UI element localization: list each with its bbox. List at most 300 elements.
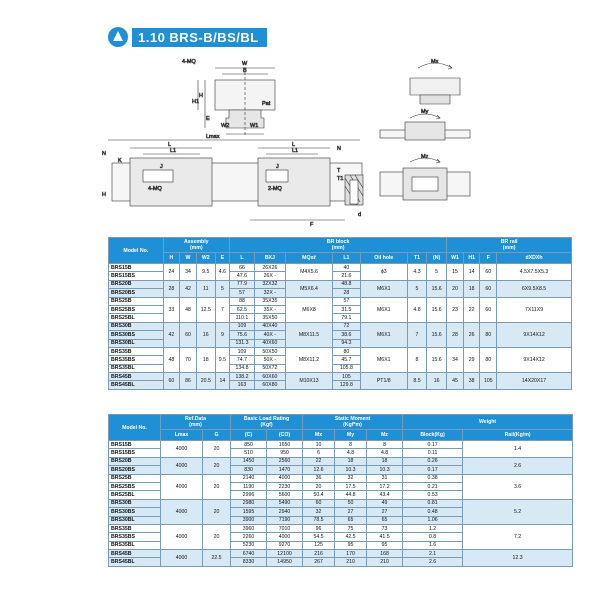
table-cell: 60 — [480, 264, 497, 281]
table-cell: 15.6 — [426, 322, 446, 347]
table-cell: 45 — [447, 373, 464, 390]
table-cell: M5X6.4 — [285, 280, 332, 297]
table-cell: 70 — [180, 347, 197, 372]
section-title: 1.10 BRS-B/BS/BL — [132, 28, 267, 47]
table-cell: 510 — [231, 449, 267, 457]
table-cell: 20 — [447, 280, 464, 297]
table-cell: 5230 — [231, 541, 267, 549]
table-cell: 1470 — [267, 466, 303, 474]
model-cell: BRS15BS — [109, 272, 164, 280]
table-cell: 7 — [408, 322, 427, 347]
table-cell: 0.17 — [403, 441, 463, 449]
table-cell: 216 — [303, 550, 335, 558]
table-cell: 24 — [163, 264, 180, 281]
label-f: F — [310, 222, 314, 228]
table-row — [109, 280, 572, 288]
table-cell: 16 — [196, 322, 215, 347]
label-t: T — [337, 168, 341, 174]
model-cell: BRS15B — [109, 264, 164, 272]
model-cell: BRS25B — [109, 474, 161, 482]
table-cell: 45.7 — [333, 356, 360, 364]
table-cell: 42.5 — [335, 533, 367, 541]
table-cell: 7X11X9 — [497, 297, 572, 322]
table-cell: 6X9.5X8.5 — [497, 280, 572, 297]
table-cell: 3900 — [231, 516, 267, 524]
table-cell: 0.38 — [403, 474, 463, 482]
table-cell: 60 — [163, 373, 180, 390]
table-cell: 33 — [163, 297, 180, 322]
table-cell: 18 — [463, 280, 480, 297]
table-cell: 11 — [196, 280, 215, 297]
model-cell: BRS45B — [109, 373, 164, 381]
table-cell: 5 — [408, 280, 427, 297]
table-cell: 10 — [303, 441, 335, 449]
table-cell: M6X1 — [360, 297, 407, 322]
table-cell: 95 — [335, 541, 367, 549]
table-cell: 4000 — [161, 457, 203, 474]
table-cell: 9X14X12 — [497, 322, 572, 347]
model-cell: BRS45BL — [109, 381, 164, 389]
table-cell: 210 — [367, 558, 403, 566]
table-cell: 1.4 — [463, 441, 573, 458]
table-cell: 40 — [333, 264, 360, 272]
table-cell: 267 — [303, 558, 335, 566]
table-cell: 5600 — [267, 491, 303, 499]
technical-drawings — [0, 0, 600, 235]
table-cell: 2230 — [267, 482, 303, 490]
table-cell: M6X1 — [360, 280, 407, 297]
table-cell: 2.1 — [403, 550, 463, 558]
label-mx: Mx — [431, 59, 439, 65]
table-cell: 0.81 — [403, 499, 463, 507]
table-cell: 4.8 — [335, 449, 367, 457]
label-right-j: J — [276, 164, 279, 170]
table-cell: 1450 — [231, 457, 267, 465]
table-cell: 4000 — [267, 474, 303, 482]
table-cell: 1.2 — [403, 524, 463, 532]
sub-header: W2 — [196, 253, 215, 264]
sub-header: G — [203, 430, 231, 441]
table-cell: 77.9 — [230, 280, 255, 288]
table-cell: 27 — [335, 508, 367, 516]
table-cell: 79.1 — [333, 314, 360, 322]
model-cell: BRS30BL — [109, 339, 164, 347]
model-cell: BRS30B — [109, 322, 164, 330]
table-cell: M8X11.2 — [285, 347, 332, 372]
table-cell: 110.1 — [230, 314, 255, 322]
table-row — [109, 430, 573, 441]
table-cell: 2940 — [267, 508, 303, 516]
table-cell: 9.5 — [215, 347, 229, 372]
table-cell: 8 — [335, 441, 367, 449]
table-cell: 4000 — [161, 524, 203, 549]
table-cell: 1595 — [231, 508, 267, 516]
table-row — [109, 499, 573, 507]
table-cell: 830 — [231, 466, 267, 474]
table-cell: 0.26 — [403, 457, 463, 465]
table-cell: 950 — [267, 449, 303, 457]
table-cell: 50.4 — [303, 491, 335, 499]
table-cell: 105 — [333, 373, 360, 381]
label-right-n: N — [337, 146, 341, 152]
table-cell: 4000 — [161, 441, 203, 458]
table-cell: 16 — [426, 373, 446, 390]
header-rail: BR rail (mm) — [447, 238, 572, 253]
table-cell: 163 — [230, 381, 255, 389]
table-cell: 50 — [335, 499, 367, 507]
model-cell: BRS35B — [109, 347, 164, 355]
table-cell: 88 — [230, 297, 255, 305]
table-cell: 75 — [335, 524, 367, 532]
sub-header: (N) — [426, 253, 446, 264]
table-cell: 65 — [335, 516, 367, 524]
table-cell: 20 — [303, 482, 335, 490]
table-cell: 1.06 — [403, 516, 463, 524]
label-l: L — [168, 142, 172, 148]
label-t1: T1 — [337, 176, 344, 182]
table-cell: 80 — [480, 347, 497, 372]
table-cell: 4.6 — [215, 264, 229, 281]
table-cell: 26X26 — [254, 264, 285, 272]
table-cell: M4X5.6 — [285, 264, 332, 281]
table-cell: 14 — [463, 264, 480, 281]
table-cell: 0.11 — [403, 449, 463, 457]
table-cell: 0.48 — [403, 508, 463, 516]
sub-header: My — [335, 430, 367, 441]
table-cell: 9270 — [267, 541, 303, 549]
table-cell: 66 — [230, 264, 255, 272]
label-lmax: Lmax — [206, 134, 220, 140]
table-cell: 4.3 — [408, 264, 427, 281]
table-cell: 2996 — [231, 491, 267, 499]
label-2mq: 2-MQ — [268, 186, 282, 192]
table-cell: 60 — [480, 280, 497, 297]
table-cell: 40X60 — [254, 339, 285, 347]
label-side-h: H — [102, 192, 106, 198]
table-cell: 57 — [333, 297, 360, 305]
front-view-drawing — [182, 59, 275, 135]
table-cell: 15.6 — [426, 347, 446, 372]
table-cell: 22 — [303, 457, 335, 465]
table-cell: 129.8 — [333, 381, 360, 389]
table-cell: 20 — [203, 457, 231, 474]
table-cell: 6 — [303, 449, 335, 457]
table-cell: M6X1 — [360, 322, 407, 347]
header-model: Model No. — [109, 415, 161, 441]
table-cell: 1650 — [267, 441, 303, 449]
sub-header: W — [180, 253, 197, 264]
table-cell: 6740 — [231, 550, 267, 558]
sub-header: F — [480, 253, 497, 264]
table-cell: 40X - — [254, 331, 285, 339]
sub-header: (C) — [231, 430, 267, 441]
sub-header: Rail(Kg/m) — [463, 430, 573, 441]
label-side-4mq: 4-MQ — [148, 186, 162, 192]
model-cell: BRS45BL — [109, 558, 161, 566]
table-cell: 1190 — [231, 482, 267, 490]
table-cell: 14950 — [267, 558, 303, 566]
table-cell: 35X - — [254, 305, 285, 313]
table-cell: 20 — [203, 474, 231, 499]
table-cell: 60X60 — [254, 373, 285, 381]
load-rating-table — [108, 414, 573, 567]
model-cell: BRS35BS — [109, 533, 161, 541]
mx-diagram — [410, 59, 460, 104]
table-cell: 850 — [231, 441, 267, 449]
table-cell: 38 — [463, 373, 480, 390]
table-cell: 1.6 — [403, 541, 463, 549]
model-cell: BRS20BS — [109, 466, 161, 474]
table-cell: 15.6 — [426, 297, 446, 322]
table-cell: 4000 — [267, 533, 303, 541]
table-cell: 12.6 — [303, 466, 335, 474]
table-cell: 35X35 — [254, 297, 285, 305]
table-cell: 26X - — [254, 272, 285, 280]
label-h1: H1 — [192, 99, 200, 105]
table-cell: 14 — [215, 373, 229, 390]
sub-header: W1 — [447, 253, 464, 264]
model-cell: BRS35BS — [109, 356, 164, 364]
table-cell: 2980 — [231, 499, 267, 507]
table-cell: 2.6 — [403, 558, 463, 566]
sub-header: (CO) — [267, 430, 303, 441]
table-cell: 3960 — [231, 524, 267, 532]
rail-section-drawing — [345, 175, 363, 205]
table-cell: 4000 — [161, 550, 203, 567]
table-cell: 54.5 — [303, 533, 335, 541]
table-cell: 0.53 — [403, 491, 463, 499]
table-cell: 210 — [335, 558, 367, 566]
table-cell: 15.6 — [426, 280, 446, 297]
table-row — [109, 457, 573, 465]
table-cell: 32 — [335, 474, 367, 482]
table-cell: 29 — [463, 347, 480, 372]
table-cell: 125 — [303, 541, 335, 549]
label-h: H — [199, 93, 203, 99]
sub-header: E — [215, 253, 229, 264]
label-right-l1: L1 — [292, 148, 299, 154]
table-cell: 18 — [367, 457, 403, 465]
label-l1: L1 — [170, 148, 177, 154]
table-cell: 40X40 — [254, 322, 285, 330]
table-cell: 12.5 — [196, 297, 215, 322]
side-view-drawing — [102, 134, 362, 228]
table-cell: 7010 — [267, 524, 303, 532]
table-row — [109, 347, 572, 355]
sub-header: MQxℓ — [285, 253, 332, 264]
table-cell: 32X32 — [254, 280, 285, 288]
table-cell: 5.2 — [463, 499, 573, 524]
header-static-moment: Static Moment (Kgf*m) — [303, 415, 403, 430]
table-row — [109, 474, 573, 482]
table-cell: 12.3 — [463, 550, 573, 567]
table-cell: 4.8 — [408, 297, 427, 322]
sub-header: Mz — [367, 430, 403, 441]
header-ref-data: Ref.Data (mm) — [161, 415, 231, 430]
table-cell: 35X50 — [254, 314, 285, 322]
table-cell: 42 — [163, 322, 180, 347]
table-cell: 105 — [480, 373, 497, 390]
table-cell: 48.8 — [333, 280, 360, 288]
table-cell: 50X50 — [254, 347, 285, 355]
table-cell: 74.7 — [230, 356, 255, 364]
model-cell: BRS45B — [109, 550, 161, 558]
table-cell: 34 — [447, 347, 464, 372]
label-n: N — [102, 151, 106, 157]
table-cell: 4.8 — [367, 449, 403, 457]
table-cell: 4000 — [161, 474, 203, 499]
table-cell: 32 — [303, 508, 335, 516]
table-cell: 15 — [447, 264, 464, 281]
sub-header: dXDXh — [497, 253, 572, 264]
dimensions-table — [108, 237, 572, 390]
table-cell: 8 — [408, 347, 427, 372]
table-cell: 78.5 — [303, 516, 335, 524]
header-load-rating: Basic Load Rating (Kgf) — [231, 415, 303, 430]
table-cell: 5490 — [267, 499, 303, 507]
sub-header: Lmax — [161, 430, 203, 441]
table-cell: 8 — [367, 441, 403, 449]
label-w2: W2 — [221, 123, 230, 129]
table-cell: 134.8 — [230, 364, 255, 372]
label-w1: W1 — [250, 123, 259, 129]
sub-header: H — [163, 253, 180, 264]
model-cell: BRS30BS — [109, 331, 164, 339]
table-cell: 17.2 — [367, 482, 403, 490]
table-cell: 22 — [463, 297, 480, 322]
table-cell: M6X1 — [360, 347, 407, 372]
table-cell: 60 — [480, 297, 497, 322]
table-cell: 26 — [463, 322, 480, 347]
table-row — [109, 415, 573, 430]
table-cell: 36 — [303, 474, 335, 482]
model-cell: BRS15B — [109, 441, 161, 449]
table-cell: PT1/8 — [360, 373, 407, 390]
table-cell: 170 — [335, 550, 367, 558]
header-model: Model No. — [109, 238, 164, 264]
table-cell: 75.6 — [230, 331, 255, 339]
table-cell: 4000 — [161, 499, 203, 524]
table-row — [109, 524, 573, 532]
label-k: K — [118, 158, 122, 164]
table-cell: 109 — [230, 322, 255, 330]
table-row — [109, 238, 572, 253]
table-cell: 94.3 — [333, 339, 360, 347]
model-cell: BRS25BL — [109, 314, 164, 322]
table-cell: 57 — [230, 289, 255, 297]
table-cell: 62.5 — [230, 305, 255, 313]
model-cell: BRS25BS — [109, 305, 164, 313]
table-cell: 18 — [196, 347, 215, 372]
my-diagram — [380, 109, 470, 140]
table-cell: 20 — [203, 441, 231, 458]
table-row — [109, 322, 572, 330]
model-cell: BRS20BS — [109, 289, 164, 297]
model-cell: BRS35BL — [109, 541, 161, 549]
table-cell: 2260 — [231, 533, 267, 541]
table-cell: 27 — [367, 508, 403, 516]
table-row — [109, 253, 572, 264]
model-cell: BRS30B — [109, 499, 161, 507]
moment-diagrams — [380, 59, 470, 200]
table-cell: 60X80 — [254, 381, 285, 389]
model-cell: BRS25BS — [109, 482, 161, 490]
table-cell: 3.6 — [463, 474, 573, 499]
table-cell: 28 — [333, 289, 360, 297]
table-cell: 80 — [333, 347, 360, 355]
table-cell: 8330 — [231, 558, 267, 566]
header-assembly: Assembly (mm) — [163, 238, 229, 253]
table-cell: 49 — [367, 499, 403, 507]
table-cell: 65 — [367, 516, 403, 524]
table-cell: 2.6 — [463, 457, 573, 474]
table-cell: M8X11.5 — [285, 322, 332, 347]
table-cell: 10.3 — [367, 466, 403, 474]
table-cell: 41.5 — [367, 533, 403, 541]
model-cell: BRS35BL — [109, 364, 164, 372]
table-cell: 42 — [180, 280, 197, 297]
table-cell: M6X8 — [285, 297, 332, 322]
table-cell: 95 — [367, 541, 403, 549]
model-cell: BRS30BL — [109, 516, 161, 524]
sub-header: Mx — [303, 430, 335, 441]
table-cell: 4.5X7.5X5.3 — [497, 264, 572, 281]
sub-header: H1 — [463, 253, 480, 264]
table-cell: 22.5 — [203, 550, 231, 567]
sub-header: L1 — [333, 253, 360, 264]
table-cell: 96 — [303, 524, 335, 532]
table-cell: 21.6 — [333, 272, 360, 280]
table-cell: 18 — [335, 457, 367, 465]
table-cell: 50X - — [254, 356, 285, 364]
table-cell: 9X14X12 — [497, 347, 572, 372]
sub-header: Block(Kg) — [403, 430, 463, 441]
table-cell: 86 — [180, 373, 197, 390]
table-cell: 0.21 — [403, 482, 463, 490]
table-cell: 72 — [333, 322, 360, 330]
header-block: BR block (mm) — [230, 238, 447, 253]
table-cell: 109 — [230, 347, 255, 355]
table-cell: 131.3 — [230, 339, 255, 347]
table-cell: 80 — [480, 322, 497, 347]
table-cell: 8.5 — [408, 373, 427, 390]
table-cell: 9.5 — [196, 264, 215, 281]
table-cell: 7.2 — [463, 524, 573, 549]
table-cell: 14X20X17 — [497, 373, 572, 390]
label-b: B — [243, 68, 247, 74]
table-cell: 48 — [163, 347, 180, 372]
table-row — [109, 264, 572, 272]
table-cell: 32X - — [254, 289, 285, 297]
header-weight: Weight — [403, 415, 573, 430]
label-my: My — [421, 109, 429, 115]
table-cell: 168 — [367, 550, 403, 558]
label-mz: Mz — [421, 154, 429, 160]
sub-header: L — [230, 253, 255, 264]
table-cell: 34 — [180, 264, 197, 281]
table-cell: 20 — [203, 524, 231, 549]
table-row — [109, 550, 573, 558]
table-cell: 44.8 — [335, 491, 367, 499]
label-j: J — [160, 164, 163, 170]
table-cell: 50X72 — [254, 364, 285, 372]
table-cell: 28 — [163, 280, 180, 297]
table-cell: 2560 — [267, 457, 303, 465]
table-cell: 5 — [426, 264, 446, 281]
table-cell: 2140 — [231, 474, 267, 482]
model-cell: BRS20B — [109, 457, 161, 465]
table-cell: 23 — [447, 297, 464, 322]
